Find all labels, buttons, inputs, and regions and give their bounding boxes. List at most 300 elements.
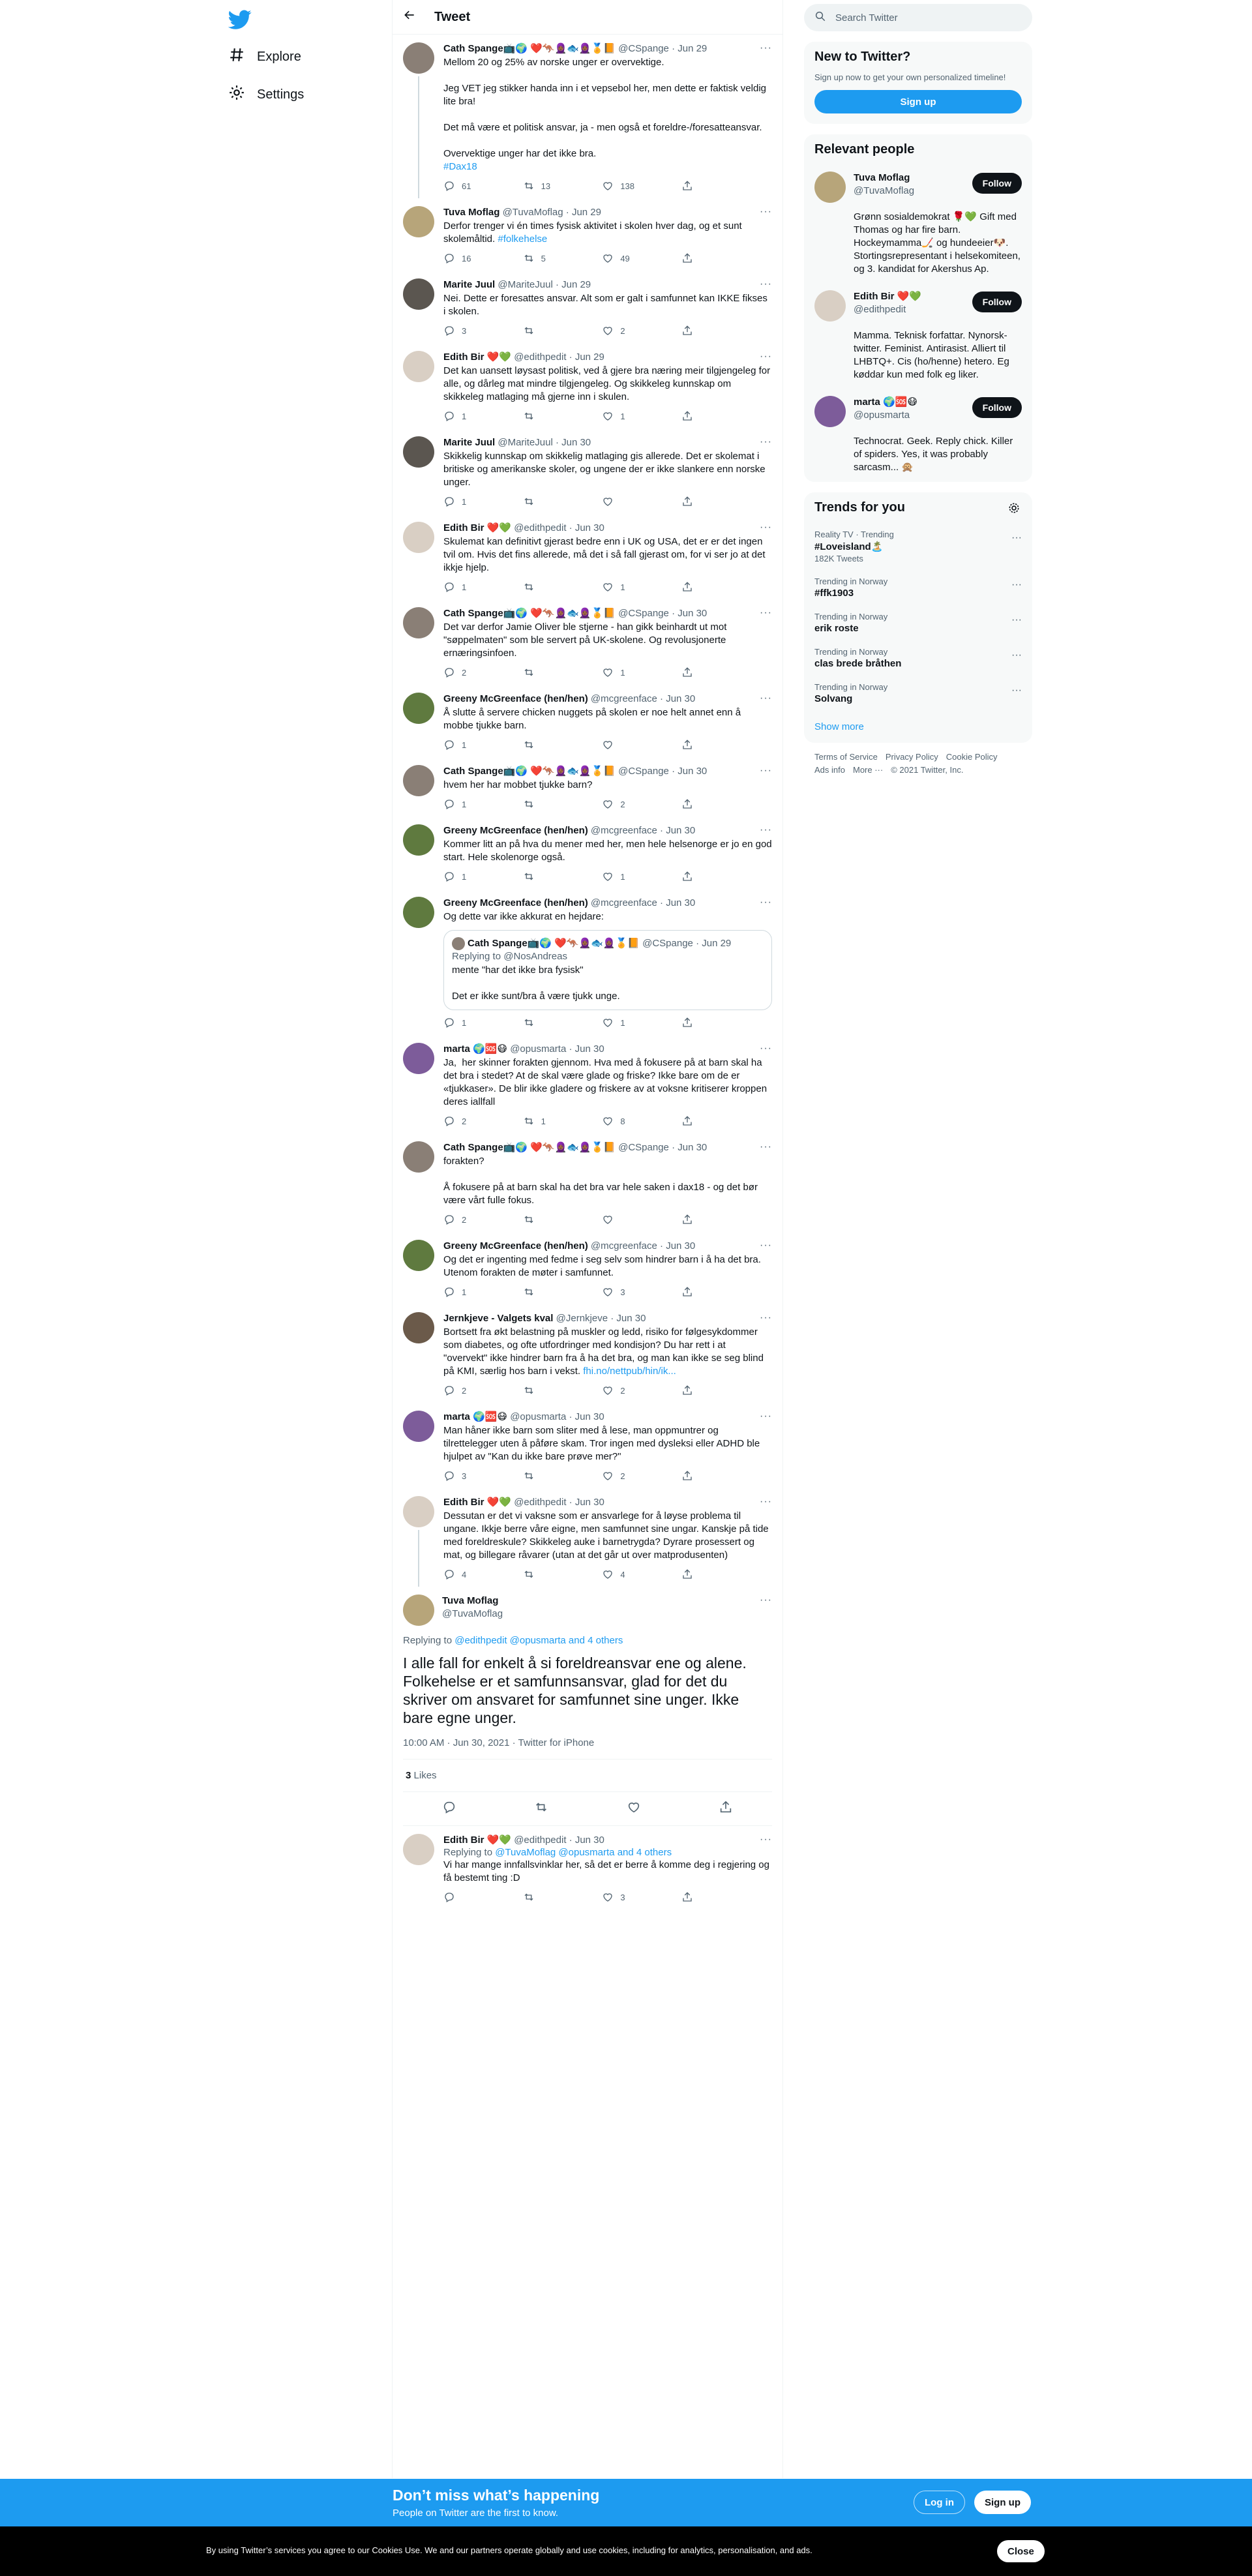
reply-button[interactable] <box>443 1286 483 1298</box>
share-button[interactable] <box>681 1568 721 1580</box>
like-icon <box>602 871 614 882</box>
tweet-date[interactable]: · Jun 30 <box>569 1043 604 1055</box>
like-count: 1 <box>620 871 625 882</box>
more-options-icon[interactable]: ··· <box>1011 650 1022 661</box>
more-options-icon[interactable]: ··· <box>760 1312 772 1324</box>
person-bio: Grønn sosialdemokrat 🌹💚 Gift med Thomas og har fire barn. Hockeymamma🏒 og hundeeier🐶. Stortingsrepresentant i helsekomiteen, og 3. kandidat for Akershus Ap. <box>854 211 1021 275</box>
reply-tweet[interactable] <box>393 343 782 428</box>
tweet-author-name[interactable]: Cath Spange📺🌍 ❤️🦘🧕🏾🐟🧕🏾🏅📙 <box>443 608 616 619</box>
reply-tweet[interactable] <box>393 889 782 1035</box>
like-button[interactable] <box>602 871 641 882</box>
more-options-icon[interactable]: ··· <box>760 351 772 362</box>
quoted-tweet[interactable] <box>443 930 772 1010</box>
signup-button[interactable]: Sign up <box>814 90 1022 113</box>
tweet-author-name[interactable]: Greeny McGreenface (hen/hen) <box>443 693 588 704</box>
reply-button[interactable] <box>443 1115 483 1127</box>
like-button[interactable] <box>602 410 641 422</box>
more-options-icon[interactable]: ··· <box>760 278 772 290</box>
share-button[interactable] <box>681 252 721 264</box>
share-icon <box>681 1214 693 1225</box>
more-options-icon[interactable]: ··· <box>760 1043 772 1055</box>
retweet-icon <box>523 252 535 264</box>
retweet-button[interactable] <box>523 1470 562 1482</box>
more-options-icon[interactable]: ··· <box>760 1411 772 1422</box>
avatar[interactable] <box>403 1595 434 1626</box>
main-tweet-meta[interactable]: 10:00 AM · Jun 30, 2021 · Twitter for iPhone <box>403 1727 772 1760</box>
avatar[interactable] <box>814 172 846 203</box>
reply-icon <box>443 180 455 192</box>
tweet-author-handle[interactable]: @edithpedit <box>514 522 567 533</box>
trend-item[interactable] <box>804 570 1032 605</box>
tweet-text <box>443 1253 772 1280</box>
more-options-icon[interactable]: ··· <box>760 1834 772 1846</box>
last-reply-tweet[interactable] <box>393 1826 782 1910</box>
person-name[interactable]: Tuva Moflag <box>854 172 910 183</box>
cookie-link[interactable]: Cookie Policy <box>946 752 998 762</box>
reply-tweet[interactable] <box>393 1035 782 1133</box>
reply-tweet[interactable] <box>393 1232 782 1304</box>
retweet-button[interactable] <box>523 581 562 593</box>
more-options-icon[interactable]: ··· <box>1011 579 1022 590</box>
avatar[interactable] <box>814 396 846 427</box>
avatar[interactable] <box>403 206 434 237</box>
retweet-button[interactable] <box>523 798 562 810</box>
tweet-author-name[interactable]: Edith Bir ❤️💚 <box>443 352 512 363</box>
share-button[interactable] <box>681 1385 721 1396</box>
tweet-author-handle[interactable]: @Jernkjeve <box>556 1313 608 1325</box>
tweet-text-body: Og det er ingenting med fedme i seg selv som hindrer barn i å ha det bra. Utenom forakten de møter i samfunnet. <box>443 1254 764 1279</box>
tweet-date[interactable]: · Jun 30 <box>672 608 708 619</box>
reply-button[interactable] <box>443 871 483 882</box>
nav-explore[interactable] <box>228 40 301 73</box>
reply-button[interactable] <box>443 325 483 337</box>
tweet-author-handle[interactable]: @mcgreenface <box>590 693 657 704</box>
share-button[interactable] <box>681 1115 721 1127</box>
like-count: 1 <box>620 582 625 592</box>
more-options-icon[interactable]: ··· <box>760 765 772 776</box>
tweet-date[interactable]: · Jun 30 <box>610 1313 646 1325</box>
tweet-link[interactable]: fhi.no/nettpub/hin/ik... <box>583 1366 676 1377</box>
like-button[interactable] <box>602 1286 641 1298</box>
reply-count: 1 <box>462 1017 467 1028</box>
tweet-author-name[interactable]: Greeny McGreenface (hen/hen) <box>443 825 588 836</box>
reply-count: 1 <box>462 740 467 750</box>
person-handle[interactable]: @opusmarta <box>854 410 910 421</box>
like-icon <box>602 1286 614 1298</box>
reply-tweet[interactable] <box>393 685 782 757</box>
like-button[interactable] <box>602 1470 641 1482</box>
tweet-author-name[interactable]: Jernkjeve - Valgets kval <box>443 1313 554 1325</box>
cookie-close-button[interactable]: Close <box>997 2540 1045 2562</box>
reply-count: 1 <box>462 1287 467 1297</box>
thread-line <box>418 1530 419 1587</box>
main-tweet-handle[interactable]: @TuvaMoflag <box>442 1608 503 1620</box>
more-options-icon[interactable]: ··· <box>1011 614 1022 625</box>
like-button[interactable] <box>602 1385 641 1396</box>
more-options-icon[interactable]: ··· <box>760 897 772 908</box>
show-more-link[interactable]: Show more <box>814 721 864 732</box>
share-button[interactable] <box>681 1017 721 1028</box>
tweet-actions <box>443 1891 721 1903</box>
reply-tweet[interactable] <box>393 1304 782 1403</box>
tweet-author-handle[interactable]: @mcgreenface <box>590 825 657 836</box>
reply-button[interactable] <box>443 180 483 192</box>
reply-tweet[interactable] <box>393 1488 782 1587</box>
avatar[interactable] <box>403 522 434 553</box>
tweet-date[interactable]: · Jun 30 <box>672 1142 708 1154</box>
reply-tweet[interactable] <box>393 816 782 889</box>
tweet-author-name[interactable]: marta 🌍🆘😷 <box>443 1411 508 1423</box>
tweet-text-body: Det kan uansett løysast politisk, ved å gjere bra næring meir tilgjengeleg for alle, og dårleg mat mindre tilgjengeleg. Og skikkeleg kunnskap om skikkeleg matlaging må gjerne inn i skulen. <box>443 365 773 402</box>
reply-tweet[interactable] <box>393 757 782 816</box>
relevant-people-title: Relevant people <box>814 142 915 157</box>
tweet-author-name[interactable]: Marite Juul <box>443 279 496 290</box>
more-options-icon[interactable]: ··· <box>760 607 772 618</box>
follow-button[interactable]: Follow <box>972 173 1022 194</box>
like-icon <box>602 798 614 810</box>
left-sidebar <box>220 0 390 2478</box>
tweet-author-name[interactable]: marta 🌍🆘😷 <box>443 1043 508 1055</box>
retweet-button[interactable] <box>523 1568 562 1580</box>
more-options-icon[interactable]: ··· <box>760 824 772 835</box>
tweet-author-handle[interactable]: @opusmarta <box>510 1411 567 1423</box>
like-count: 2 <box>620 325 625 336</box>
search-icon <box>814 10 826 25</box>
like-icon <box>602 581 614 593</box>
more-options-icon[interactable]: ··· <box>760 1141 772 1153</box>
tweet-date[interactable]: · Jun 30 <box>660 825 696 836</box>
tweet-date[interactable]: · Jun 29 <box>569 352 604 363</box>
trend-item[interactable] <box>804 523 1032 570</box>
tweet-author-name[interactable]: Cath Spange📺🌍 ❤️🦘🧕🏾🐟🧕🏾🏅📙 <box>443 43 616 54</box>
trends-title-row <box>804 492 1032 523</box>
tweet-author-handle[interactable]: @CSpange <box>618 608 669 619</box>
retweet-button[interactable] <box>523 1115 562 1127</box>
more-options-icon[interactable]: ··· <box>1011 685 1022 696</box>
replying-to-link[interactable]: @edithpedit @opusmarta and 4 others <box>455 1635 623 1647</box>
like-icon[interactable] <box>627 1800 641 1818</box>
tweet-author-handle[interactable]: @CSpange <box>618 1142 669 1154</box>
reply-button[interactable] <box>443 1470 483 1482</box>
share-button[interactable] <box>681 581 721 593</box>
tweet-author-name[interactable]: Cath Spange📺🌍 ❤️🦘🧕🏾🐟🧕🏾🏅📙 <box>443 1142 616 1154</box>
tweet-author-handle[interactable]: @TuvaMoflag <box>502 207 563 218</box>
like-button[interactable] <box>602 1891 641 1903</box>
avatar[interactable] <box>403 42 434 74</box>
tweet-text <box>443 1056 772 1109</box>
tweet-text <box>443 450 772 489</box>
tweet-author-handle[interactable]: @MariteJuul <box>498 279 553 290</box>
reply-button[interactable] <box>443 496 483 507</box>
share-button[interactable] <box>681 1891 721 1903</box>
person-name[interactable]: marta 🌍🆘😷 <box>854 397 918 408</box>
tweet-date[interactable]: · Jun 30 <box>660 897 696 908</box>
retweet-count: 5 <box>541 253 546 263</box>
main-tweet-name[interactable]: Tuva Moflag <box>442 1595 499 1607</box>
tweet-actions <box>443 1115 721 1127</box>
share-icon <box>681 666 693 678</box>
like-button[interactable] <box>602 798 641 810</box>
more-link[interactable]: More ··· <box>852 765 884 775</box>
reply-icon <box>443 1891 455 1903</box>
share-button[interactable] <box>681 180 721 192</box>
avatar[interactable] <box>403 1834 434 1865</box>
retweet-icon <box>523 798 535 810</box>
tweet-actions <box>443 180 721 192</box>
trend-item[interactable] <box>804 676 1032 711</box>
like-button[interactable] <box>602 1568 641 1580</box>
reply-icon <box>443 496 455 507</box>
tweet-date[interactable]: · Jun 29 <box>672 43 708 54</box>
reply-button[interactable] <box>443 1017 483 1028</box>
like-count: 4 <box>620 1569 625 1580</box>
reply-button[interactable] <box>443 666 483 678</box>
reply-tweet[interactable] <box>393 271 782 343</box>
relevant-people-card <box>804 134 1032 482</box>
reply-button[interactable] <box>443 798 483 810</box>
likes-summary[interactable] <box>403 1760 772 1792</box>
avatar[interactable] <box>403 765 434 796</box>
more-options-icon[interactable]: ··· <box>1011 532 1022 543</box>
tweet-author-name[interactable]: Marite Juul <box>443 437 496 448</box>
like-count: 2 <box>620 1471 625 1481</box>
tweet-author-name[interactable]: Greeny McGreenface (hen/hen) <box>443 897 588 908</box>
more-options-icon[interactable]: ··· <box>760 206 772 217</box>
tweet-author-name[interactable]: Edith Bir ❤️💚 <box>443 1835 512 1846</box>
trend-item[interactable] <box>804 640 1032 676</box>
tweet-author-name[interactable]: Edith Bir ❤️💚 <box>443 1497 512 1508</box>
follow-button[interactable]: Follow <box>972 397 1022 418</box>
like-button[interactable] <box>602 666 641 678</box>
trend-item[interactable] <box>804 605 1032 640</box>
like-button[interactable] <box>602 1017 641 1028</box>
person-name[interactable]: Edith Bir ❤️💚 <box>854 291 922 302</box>
share-button[interactable] <box>681 1470 721 1482</box>
tweet-text-body: Og dette var ikke akkurat en hejdare: <box>443 911 604 922</box>
avatar[interactable] <box>403 897 434 928</box>
tweet-text-body: Det var derfor Jamie Oliver ble stjerne - han gikk beinhardt ut mot "søppelmaten" som ble servert på UK-skolene. Og revolusjonerte ernæringsinfoen. <box>443 622 730 659</box>
tweet-date[interactable]: · Jun 30 <box>672 766 708 777</box>
tweet-author-handle[interactable]: @MariteJuul <box>498 437 553 448</box>
reply-button[interactable] <box>443 581 483 593</box>
quote-text: mente "har det ikke bra fysisk" Det er ikke sunt/bra å være tjukk unge. <box>452 965 620 1002</box>
more-options-icon[interactable]: ··· <box>760 1240 772 1251</box>
more-options-icon[interactable]: ··· <box>760 693 772 704</box>
tweet-author-handle[interactable]: @edithpedit <box>514 1835 567 1846</box>
share-button[interactable] <box>681 871 721 882</box>
like-button[interactable] <box>602 496 641 507</box>
tweet-actions <box>443 496 721 507</box>
reply-tweet[interactable] <box>393 1403 782 1488</box>
tweet-text-body: Skikkelig kunnskap om skikkelig matlaging gis allerede. Det er skolemat i britiske og amerikanske skoler, og ungene der er ikke slankere enn norske unger. <box>443 451 768 488</box>
reply-icon[interactable] <box>442 1800 456 1818</box>
retweet-button[interactable] <box>523 1017 562 1028</box>
avatar[interactable] <box>403 1312 434 1343</box>
tweet-author-handle[interactable]: @edithpedit <box>514 1497 567 1508</box>
search-box[interactable] <box>804 4 1032 31</box>
tweet-text <box>443 838 775 864</box>
tweet-date[interactable]: · Jun 29 <box>565 207 601 218</box>
retweet-button[interactable] <box>523 1286 562 1298</box>
trend-name: erik roste <box>814 623 859 634</box>
tweet-date[interactable]: · Jun 30 <box>569 1411 604 1423</box>
retweet-button[interactable] <box>523 739 562 751</box>
like-button[interactable] <box>602 1214 641 1225</box>
retweet-button[interactable] <box>523 496 562 507</box>
tweet-link[interactable]: #Dax18 <box>443 161 477 172</box>
retweet-button[interactable] <box>523 1385 562 1396</box>
more-options-icon[interactable]: ··· <box>760 522 772 533</box>
avatar[interactable] <box>403 1043 434 1074</box>
relevant-person[interactable] <box>804 165 1032 209</box>
reply-icon <box>443 1286 455 1298</box>
tweet-date[interactable]: · Jun 30 <box>555 437 591 448</box>
retweet-icon <box>523 1286 535 1298</box>
tweet-author-handle[interactable]: @edithpedit <box>514 352 567 363</box>
tweet-author-name[interactable]: Edith Bir ❤️💚 <box>443 522 512 533</box>
like-icon <box>602 410 614 422</box>
avatar[interactable] <box>403 1411 434 1442</box>
tweet-author-handle[interactable]: @mcgreenface <box>590 1240 657 1252</box>
tweet-author-handle[interactable]: @CSpange <box>618 43 669 54</box>
retweet-button[interactable] <box>523 325 562 337</box>
like-button[interactable] <box>602 180 641 192</box>
retweet-icon <box>523 325 535 337</box>
twitter-logo-icon[interactable] <box>228 8 252 31</box>
more-options-icon[interactable]: ··· <box>760 1496 772 1508</box>
search-input[interactable]: Search Twitter <box>835 12 898 23</box>
reply-button[interactable] <box>443 252 483 264</box>
share-icon[interactable] <box>719 1800 733 1818</box>
retweet-icon <box>523 666 535 678</box>
more-options-icon[interactable]: ··· <box>760 1595 772 1606</box>
replying-to-link[interactable]: @TuvaMoflag @opusmarta and 4 others <box>495 1847 672 1859</box>
like-button[interactable] <box>602 581 641 593</box>
tweet-author-name[interactable]: Cath Spange📺🌍 ❤️🦘🧕🏾🐟🧕🏾🏅📙 <box>443 766 616 777</box>
share-icon <box>681 1115 693 1127</box>
reply-button[interactable] <box>443 739 483 751</box>
reply-tweet[interactable] <box>393 198 782 271</box>
retweet-button[interactable] <box>523 252 562 264</box>
person-bio: Mamma. Teknisk forfattar. Nynorsk-twitter. Feminist. Antirasist. Alliert til LHBTQ+. Cis (ho/henne) hetero. Eg køddar kun med folk eg liker. <box>854 330 1009 380</box>
share-button[interactable] <box>681 325 721 337</box>
retweet-button[interactable] <box>523 1891 562 1903</box>
reply-button[interactable] <box>443 1385 483 1396</box>
trend-name: #Loveisland🏝️ <box>814 541 884 552</box>
login-button[interactable]: Log in <box>914 2491 965 2514</box>
nav-settings[interactable] <box>228 78 304 111</box>
reply-button[interactable] <box>443 1891 483 1903</box>
avatar[interactable] <box>403 1496 434 1527</box>
person-handle[interactable]: @TuvaMoflag <box>854 185 915 196</box>
main-tweet <box>393 1587 782 1826</box>
retweet-icon[interactable] <box>534 1800 548 1818</box>
share-button[interactable] <box>681 1286 721 1298</box>
tweet-author-name[interactable]: Greeny McGreenface (hen/hen) <box>443 1240 588 1252</box>
avatar[interactable] <box>403 1141 434 1173</box>
tweet-author-handle[interactable]: @mcgreenface <box>590 897 657 908</box>
tweet-author-handle[interactable]: @CSpange <box>618 766 669 777</box>
more-options-icon[interactable]: ··· <box>760 436 772 447</box>
tweet-actions <box>443 1286 721 1298</box>
retweet-button[interactable] <box>523 871 562 882</box>
avatar[interactable] <box>403 607 434 638</box>
avatar[interactable] <box>403 693 434 724</box>
share-button[interactable] <box>681 410 721 422</box>
relevant-person[interactable] <box>804 284 1032 328</box>
tweet-text-body: Man håner ikke barn som sliter med å lese, man oppmuntrer og tilrettelegger uten å påføre skam. Tror ingen med dysleksi eller ADHD ble hjulpet av "Kan du ikke bare prøve mer?" <box>443 1425 763 1463</box>
avatar[interactable] <box>403 824 434 856</box>
share-button[interactable] <box>681 666 721 678</box>
back-arrow-icon[interactable] <box>403 8 416 25</box>
tweet-text <box>443 1510 772 1562</box>
share-button[interactable] <box>681 496 721 507</box>
reply-tweet[interactable] <box>393 1133 782 1232</box>
retweet-button[interactable] <box>523 666 562 678</box>
reply-count: 3 <box>462 325 467 336</box>
tweet-date[interactable]: · Jun 30 <box>660 1240 696 1252</box>
privacy-link[interactable]: Privacy Policy <box>885 752 938 762</box>
retweet-button[interactable] <box>523 410 562 422</box>
avatar[interactable] <box>403 436 434 468</box>
like-button[interactable] <box>602 325 641 337</box>
more-options-icon[interactable]: ··· <box>760 42 772 53</box>
avatar[interactable] <box>403 278 434 310</box>
tweet-date[interactable]: · Jun 30 <box>660 693 696 704</box>
tweet-author-handle[interactable]: @opusmarta <box>510 1043 567 1055</box>
reply-tweet[interactable] <box>393 428 782 514</box>
reply-tweet[interactable] <box>393 599 782 685</box>
banner-signup-button[interactable]: Sign up <box>974 2491 1031 2514</box>
follow-button[interactable]: Follow <box>972 292 1022 312</box>
relevant-person[interactable] <box>804 389 1032 434</box>
reply-icon <box>443 1115 455 1127</box>
retweet-button[interactable] <box>523 180 562 192</box>
reply-tweet[interactable] <box>393 35 782 198</box>
share-button[interactable] <box>681 798 721 810</box>
avatar[interactable] <box>814 290 846 322</box>
reply-button[interactable] <box>443 1214 483 1225</box>
like-button[interactable] <box>602 739 641 751</box>
reply-button[interactable] <box>443 1568 483 1580</box>
tweet-date[interactable]: · Jun 30 <box>569 1497 604 1508</box>
ads-info-link[interactable]: Ads info <box>814 765 845 775</box>
retweet-button[interactable] <box>523 1214 562 1225</box>
avatar[interactable] <box>403 351 434 382</box>
person-handle[interactable]: @edithpedit <box>854 304 906 315</box>
tweet-link[interactable]: #folkehelse <box>498 233 548 245</box>
tweet-date[interactable]: · Jun 30 <box>569 1835 604 1846</box>
like-button[interactable] <box>602 1115 641 1127</box>
reply-tweet[interactable] <box>393 514 782 599</box>
signup-card-text: Sign up now to get your own personalized timeline! <box>814 72 1006 82</box>
tweet-text-body: Mellom 20 og 25% av norske unger er overvektige. Jeg VET jeg stikker handa inn i et vepsebol her, men dette er faktisk veldig lite bra! Det må være et politisk ansvar, ja - men også et foreldre-/foresatteansvar. Overvektige unger har det ikke bra. <box>443 57 766 159</box>
reply-button[interactable] <box>443 410 483 422</box>
terms-link[interactable]: Terms of Service <box>814 752 878 762</box>
like-icon <box>602 1214 614 1225</box>
reply-count: 1 <box>462 871 467 882</box>
share-button[interactable] <box>681 739 721 751</box>
reply-icon <box>443 410 455 422</box>
avatar[interactable] <box>403 1240 434 1271</box>
person-bio: Technocrat. Geek. Reply chick. Killer of spiders. Yes, it was probably sarcasm... 🙊 <box>854 436 1013 473</box>
tweet-date[interactable]: · Jun 30 <box>569 522 604 533</box>
like-button[interactable] <box>602 252 641 264</box>
tweet-date[interactable]: · Jun 29 <box>555 279 591 290</box>
share-button[interactable] <box>681 1214 721 1225</box>
gear-icon[interactable] <box>1007 502 1021 518</box>
tweet-author-name[interactable]: Tuva Moflag <box>443 207 500 218</box>
